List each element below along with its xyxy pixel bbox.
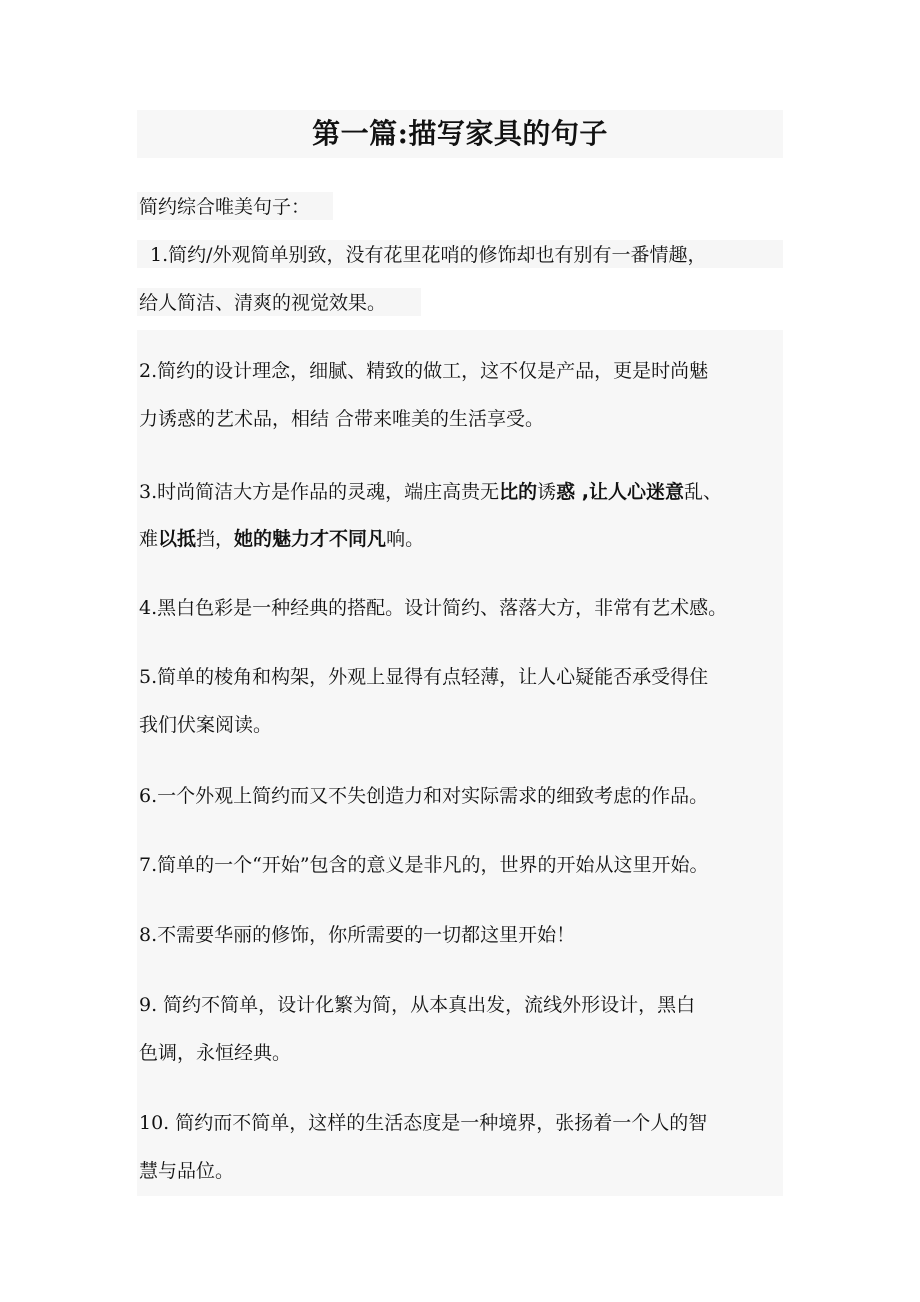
item-5-line-2: 我们伏案阅读。 [139,714,273,736]
item-3-text-c: 诱 [537,481,557,503]
item-3-text-j: 挡， [196,528,235,550]
item-3-text-g: 乱、 [684,481,723,503]
item-10-line-1: 10. 简约而不简单，这样的生活态度是一种境界，张扬着一个人的智 [139,1112,708,1134]
item-3-line-2 [139,524,424,554]
page-title: 第一篇:描写家具的句子 [312,117,608,150]
item-3-text-e: ,让 [575,481,609,503]
item-1-line-1: 1.简约/外观简单别致，没有花里花哨的修饰却也有别有一番情趣， [150,244,707,266]
item-3-text-i: 以抵 [158,528,197,550]
item-2-line-1: 2.简约的设计理念，细腻、精致的做工，这不仅是产品，更是时尚魅 [139,360,709,382]
item-9-line-2: 色调，永恒经典。 [139,1042,292,1064]
item-4-line-1: 4.黑白色彩是一种经典的搭配。设计简约、落落大方，非常有艺术感。 [139,597,728,619]
item-8-line-1: 8.不需要华丽的修饰，你所需要的一切都这里开始！ [139,924,576,946]
item-3-text-l: 响。 [386,528,425,550]
item-3-text-b: 比的 [499,481,538,503]
item-3-line-1 [139,477,722,507]
item-3-text-d: 惑 [556,481,576,503]
item-3-text-f: 人心迷意 [608,481,685,503]
item-7-line-1: 7.简单的一个“开始”包含的意义是非凡的，世界的开始从这里开始。 [139,854,709,876]
item-6-line-1: 6.一个外观上简约而又不失创造力和对实际需求的细致考虑的作品。 [139,785,709,807]
item-1-line-2: 给人简洁、清爽的视觉效果。 [139,292,387,314]
item-2-line-2: 力诱惑的艺术品，相结 合带来唯美的生活享受。 [139,408,545,430]
item-3-text-h: 难 [139,528,159,550]
section-heading: 简约综合唯美句子： [139,196,311,218]
item-5-line-1: 5.简单的棱角和构架，外观上显得有点轻薄，让人心疑能否承受得住 [139,666,709,688]
item-10-line-2: 慧与品位。 [139,1160,235,1182]
item-3-text-a: 3.时尚简洁大方是作品的灵魂，端庄高贵无 [139,481,500,503]
item-3-text-k: 她的魅力才不同凡 [234,528,387,550]
item-9-line-1: 9. 简约不简单，设计化繁为简，从本真出发，流线外形设计，黑白 [139,994,696,1016]
